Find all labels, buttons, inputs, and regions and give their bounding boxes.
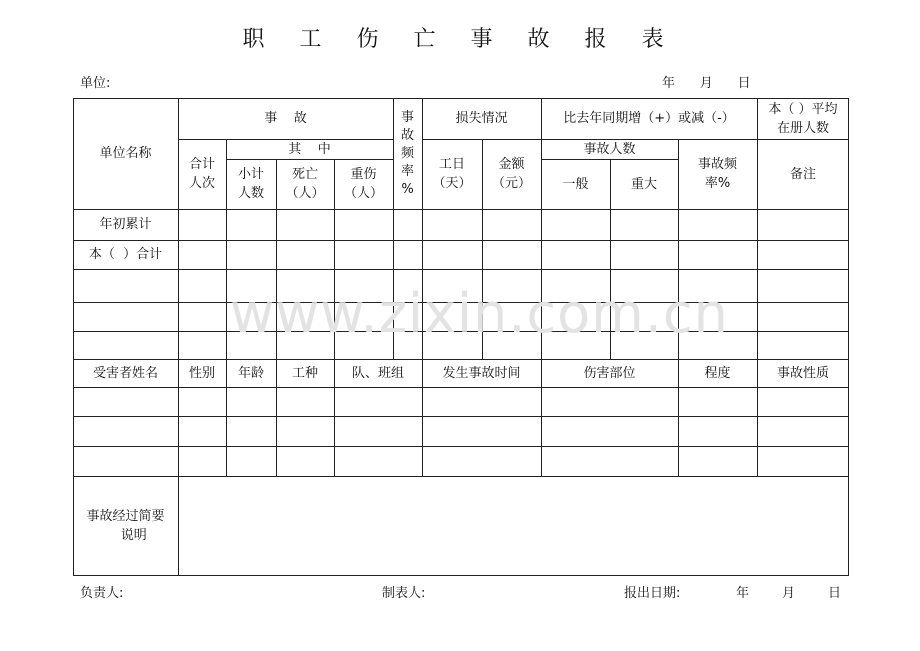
header-accident: 事 故 xyxy=(264,111,307,126)
nature-header: 事故性质 xyxy=(776,365,829,381)
header-unit-name: 单位名称 xyxy=(99,146,152,161)
header-frequency: 事 故 频 率 % xyxy=(400,109,414,197)
header-deaths: 死亡 （人） xyxy=(285,167,325,201)
header-freq-rate: 事故频 率% xyxy=(697,157,737,191)
header-serious-injury: 重伤 （人） xyxy=(343,167,383,201)
grid-line xyxy=(73,387,849,388)
grid-line xyxy=(73,331,849,332)
header-workdays: 工日 （天） xyxy=(432,157,472,191)
victim-name-header: 受害者姓名 xyxy=(92,365,158,381)
grid-line xyxy=(73,416,849,417)
header-major: 重大 xyxy=(630,176,657,192)
header-subtotal: 小计 人数 xyxy=(237,167,264,201)
grid-line xyxy=(73,240,849,241)
header-total-times: 合计 人次 xyxy=(188,157,215,191)
grid-line xyxy=(73,269,849,270)
report-title: 职 工 伤 亡 事 故 报 表 xyxy=(242,27,678,52)
header-general: 一般 xyxy=(562,176,589,192)
age-header: 年龄 xyxy=(237,365,264,381)
gender-header: 性别 xyxy=(188,365,215,381)
occur-time-header: 发生事故时间 xyxy=(442,365,521,381)
footer-responsible: 负责人: xyxy=(80,586,124,601)
header-avg-registered: 本（ ）平均 在册人数 xyxy=(768,101,838,136)
header-casualties: 事故人数 xyxy=(583,141,636,157)
header-loss: 损失情况 xyxy=(455,111,508,126)
footer-month: 月 xyxy=(782,586,796,601)
grid-line xyxy=(73,302,849,303)
header-date: 年 月 日 xyxy=(662,76,751,91)
footer-day: 日 xyxy=(828,586,842,601)
team-header: 队、班组 xyxy=(351,365,404,381)
degree-header: 程度 xyxy=(704,365,731,381)
grid-line xyxy=(73,209,849,210)
description-label: 事故经过简要 说明 xyxy=(86,509,165,543)
unit-label: 单位: xyxy=(80,76,111,91)
injury-part-header: 伤害部位 xyxy=(583,365,636,381)
header-among: 其 中 xyxy=(288,141,331,157)
grid-line xyxy=(73,446,849,447)
footer-report-date: 报出日期: xyxy=(624,586,681,601)
row-label-ytd-total: 年初累计 xyxy=(99,217,152,232)
header-amount: 金额 （元） xyxy=(491,157,531,191)
trade-header: 工种 xyxy=(291,365,318,381)
row-label-period-total: 本（ ）合计 xyxy=(88,247,163,262)
header-compare: 比去年同期增（+）或减（-） xyxy=(563,111,735,126)
header-remark: 备注 xyxy=(789,166,816,182)
grid-line xyxy=(73,476,849,477)
watermark: www.zixin.com.cn xyxy=(230,282,729,345)
footer-preparer: 制表人: xyxy=(382,586,426,601)
footer-year: 年 xyxy=(736,586,750,601)
